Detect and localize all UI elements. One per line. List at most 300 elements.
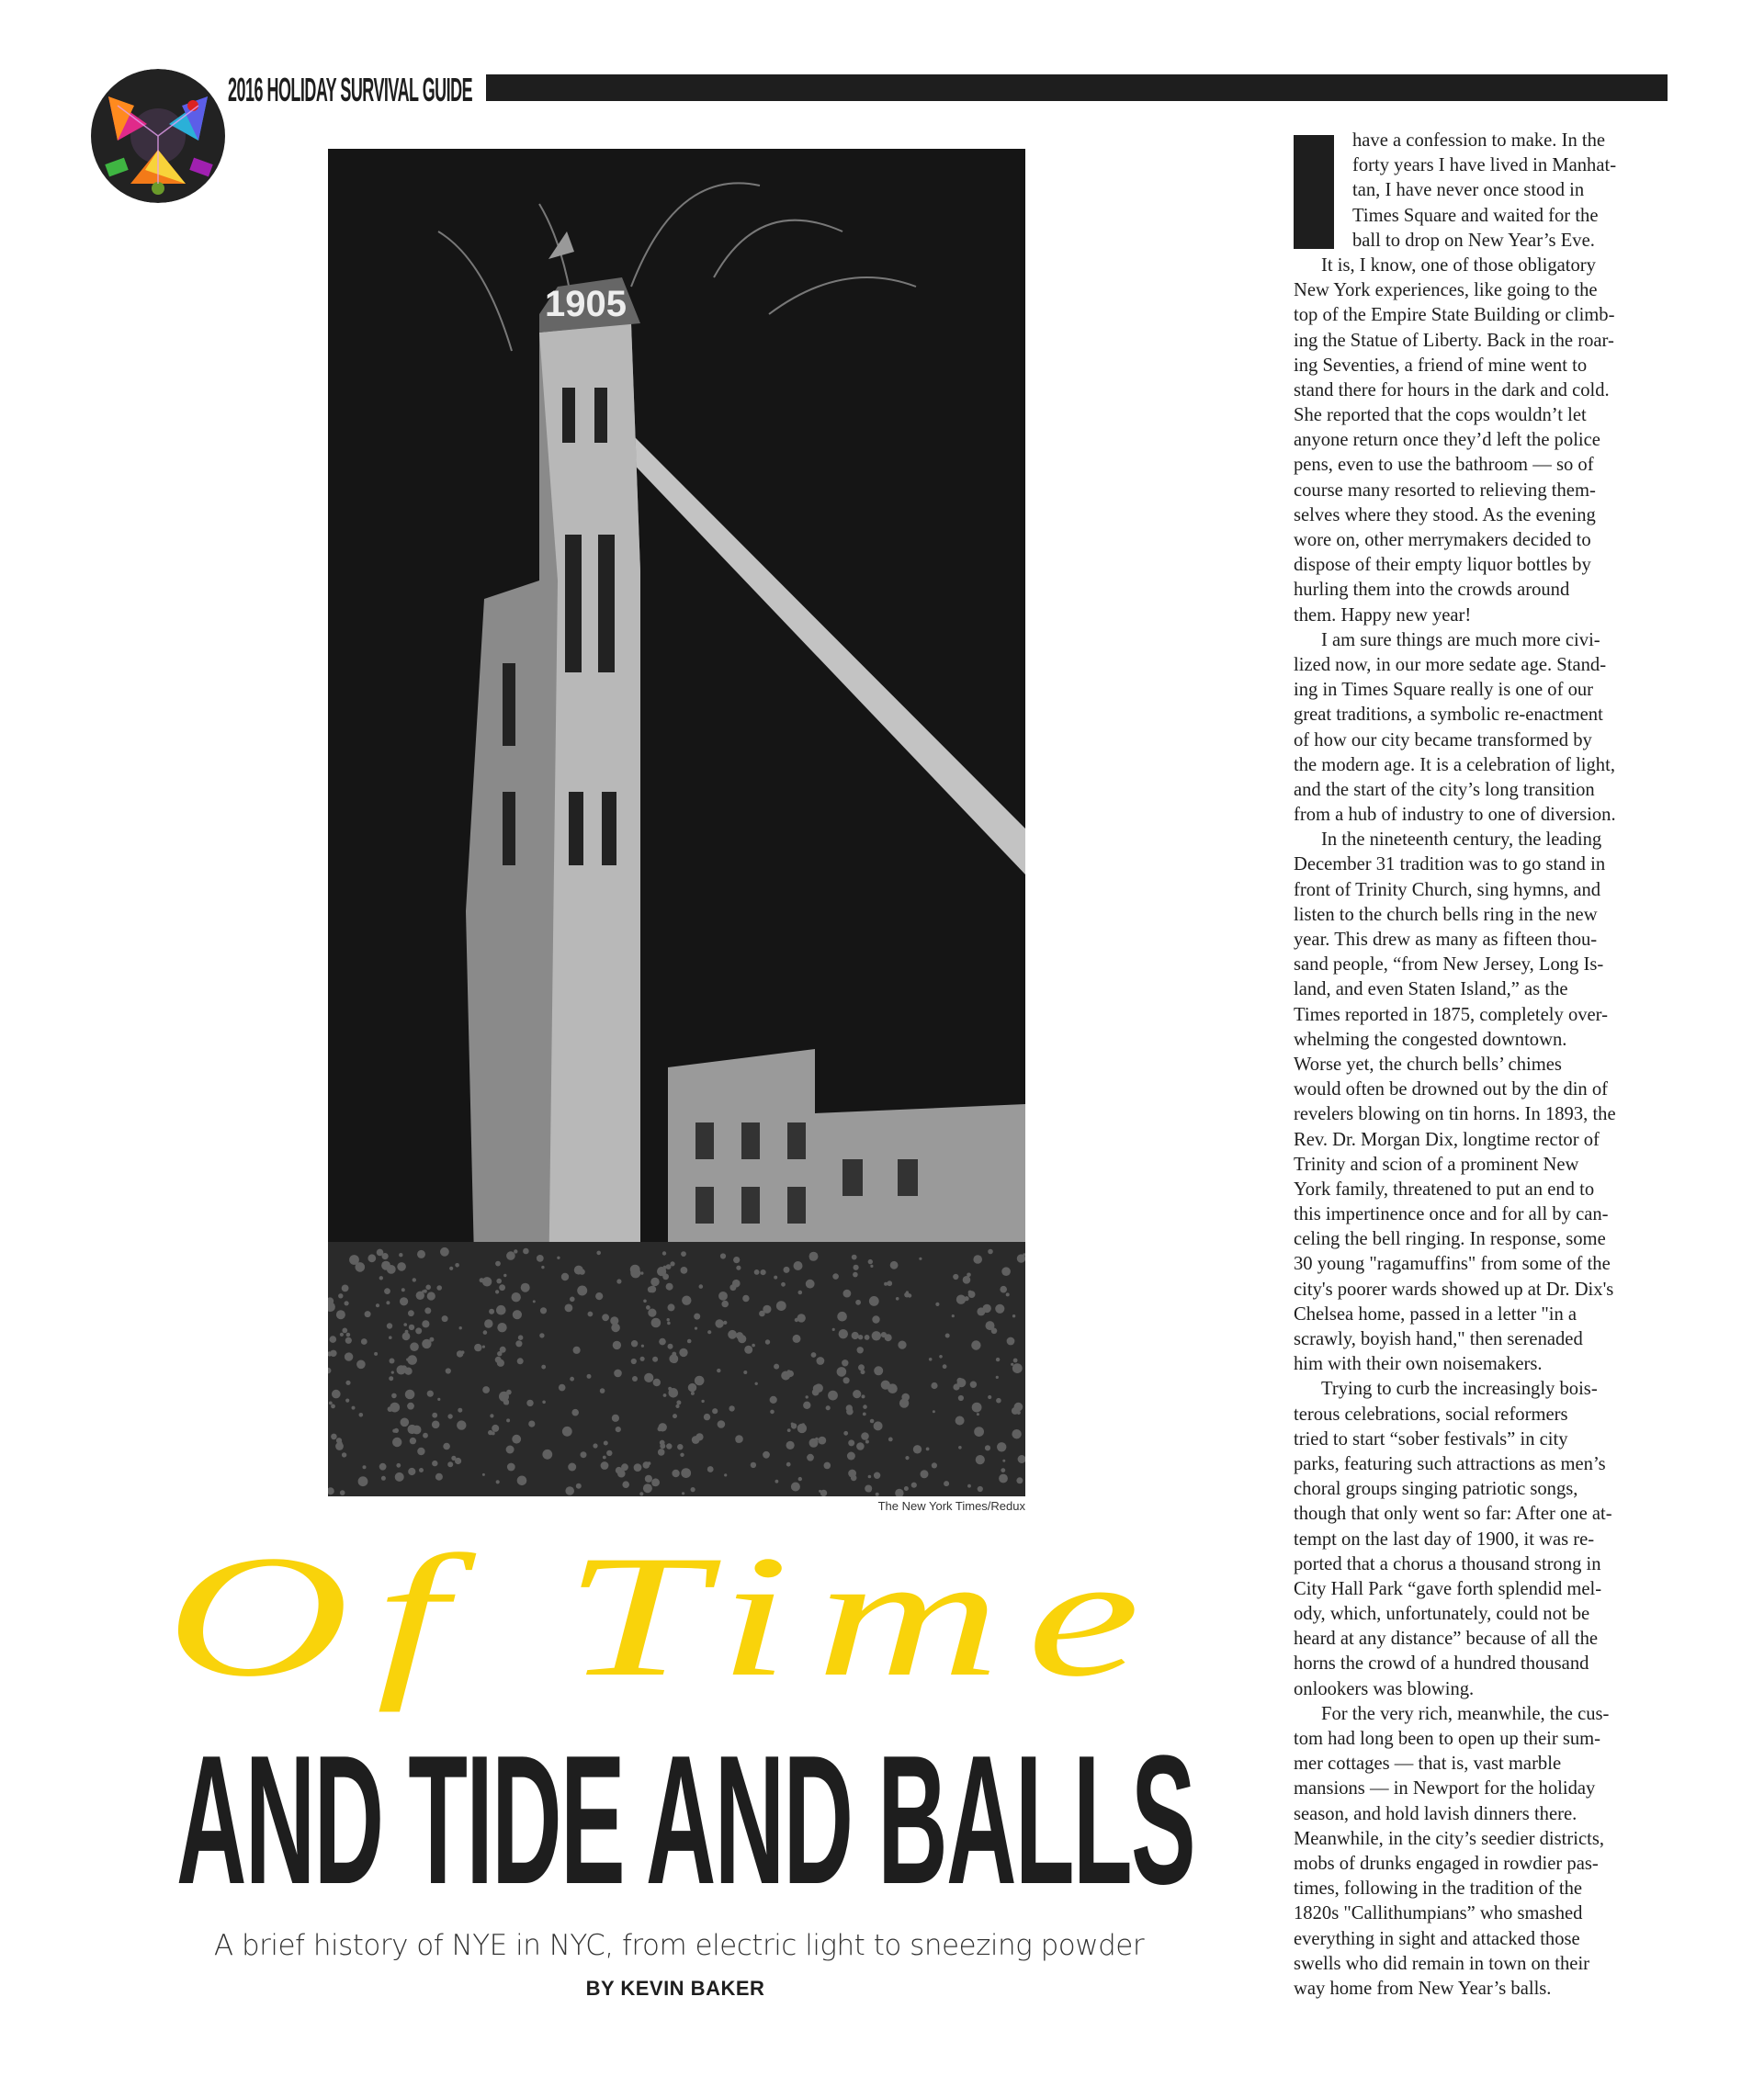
crowd-speck xyxy=(888,1438,893,1442)
crowd-speck xyxy=(489,1309,494,1314)
crowd-speck xyxy=(577,1286,587,1296)
crowd-speck xyxy=(401,1418,410,1427)
article-line: land, and even Staten Island,” as the xyxy=(1294,979,1568,1000)
crowd-speck xyxy=(712,1408,718,1414)
crowd-speck xyxy=(331,1434,337,1440)
crowd-speck xyxy=(968,1291,976,1298)
crowd-speck xyxy=(482,1473,485,1476)
crowd-speck xyxy=(523,1248,529,1255)
crowd-speck xyxy=(485,1323,491,1328)
crowd-speck xyxy=(408,1310,414,1316)
crowd-speck xyxy=(985,1445,990,1450)
crowd-speck xyxy=(1000,1286,1007,1293)
crowd-speck xyxy=(496,1480,500,1483)
crowd-speck xyxy=(828,1391,838,1401)
crowd-speck xyxy=(978,1486,983,1492)
crowd-speck xyxy=(376,1303,379,1307)
crowd-speck xyxy=(458,1408,462,1413)
crowd-speck xyxy=(474,1344,481,1351)
article-line: though that only went so far: After one at- xyxy=(1294,1504,1612,1525)
crowd-speck xyxy=(379,1276,383,1280)
crowd-speck xyxy=(587,1374,592,1379)
crowd-speck xyxy=(408,1468,415,1475)
crowd-speck xyxy=(786,1441,795,1450)
crowd-speck xyxy=(573,1347,581,1354)
article-line: tried to start “sober festivals” in city xyxy=(1294,1428,1568,1450)
crowd-speck xyxy=(413,1278,416,1281)
crowd-speck xyxy=(539,1333,544,1337)
crowd-speck xyxy=(342,1285,349,1292)
crowd-speck xyxy=(863,1404,867,1409)
crowd-speck xyxy=(368,1254,376,1262)
crowd-speck xyxy=(662,1251,666,1255)
crowd-speck xyxy=(729,1405,734,1411)
crowd-speck xyxy=(996,1376,999,1379)
article-line: ing in Times Square really is one of our xyxy=(1294,680,1594,701)
crowd-speck xyxy=(1017,1254,1025,1262)
crowd-speck xyxy=(443,1443,450,1450)
crowd-speck xyxy=(761,1269,766,1275)
crowd-speck xyxy=(672,1470,679,1477)
crowd-speck xyxy=(648,1461,651,1465)
article-line: New York experiences, like going to the xyxy=(1294,280,1598,301)
article-line: hurling them into the crowds around xyxy=(1294,580,1570,601)
crowd-speck xyxy=(446,1368,451,1373)
crowd-speck xyxy=(872,1315,879,1323)
crowd-speck xyxy=(345,1381,350,1385)
article-line: course many resorted to relieving them- xyxy=(1294,479,1596,501)
crowd-speck xyxy=(361,1338,368,1345)
article-paragraph xyxy=(1294,1702,1672,2002)
crowd-speck xyxy=(970,1382,977,1388)
article-line: everything in sight and attacked those xyxy=(1294,1928,1580,1949)
crowd-speck xyxy=(861,1432,869,1440)
crowd-speck xyxy=(720,1253,726,1258)
crowd-speck xyxy=(425,1285,431,1291)
article-line: front of Trinity Church, sing hymns, and xyxy=(1294,879,1601,900)
crowd-speck xyxy=(832,1328,835,1331)
crowd-speck xyxy=(774,1364,779,1370)
article-line: tempt on the last day of 1900, it was re- xyxy=(1294,1529,1595,1550)
crowd-speck xyxy=(427,1391,434,1397)
crowd-speck xyxy=(874,1366,883,1375)
crowd-speck xyxy=(432,1461,437,1466)
crowd-speck xyxy=(658,1449,665,1456)
crowd-speck xyxy=(997,1442,1006,1451)
crowd-speck xyxy=(659,1338,666,1346)
crowd-speck xyxy=(342,1328,347,1334)
crowd-speck xyxy=(595,1292,603,1300)
crowd-speck xyxy=(729,1284,736,1291)
crowd-speck xyxy=(432,1413,437,1418)
crowd-speck xyxy=(395,1472,404,1482)
crowd-speck xyxy=(497,1323,506,1332)
crowd-speck xyxy=(695,1376,705,1386)
crowd-speck xyxy=(1007,1337,1015,1346)
article-line: stand there for hours in the dark and cold. xyxy=(1294,379,1610,400)
crowd-speck xyxy=(384,1288,390,1294)
crowd-speck xyxy=(1001,1468,1005,1472)
subheadline: A brief history of NYE in NYC, from electric light to sneezing powder xyxy=(213,1929,1145,1962)
article-line: season, and hold lavish dinners there. xyxy=(1294,1803,1577,1824)
crowd-speck xyxy=(571,1409,579,1416)
crowd-speck xyxy=(666,1264,672,1269)
crowd-speck xyxy=(670,1261,674,1266)
crowd-speck xyxy=(440,1247,449,1257)
crowd-speck xyxy=(507,1463,515,1472)
article-line: parks, featuring such attractions as men’s xyxy=(1294,1453,1606,1474)
crowd-speck xyxy=(958,1446,962,1450)
crowd-speck xyxy=(957,1378,967,1387)
crowd-speck xyxy=(701,1400,704,1403)
crowd-speck xyxy=(601,1461,609,1470)
crowd-speck xyxy=(391,1371,394,1374)
crowd-speck xyxy=(512,1435,521,1444)
crowd-speck xyxy=(496,1279,502,1284)
crowd-speck xyxy=(492,1425,499,1432)
crowd-speck xyxy=(652,1481,658,1486)
crowd-speck xyxy=(839,1329,848,1338)
crowd-speck xyxy=(403,1323,407,1326)
crowd-speck xyxy=(854,1265,859,1270)
crowd-speck xyxy=(503,1274,506,1277)
crowd-speck xyxy=(570,1297,575,1303)
crowd-speck xyxy=(359,1413,364,1417)
article-line: lized now, in our more sedate age. Stand- xyxy=(1294,654,1607,675)
crowd-speck xyxy=(744,1346,752,1354)
crowd-speck xyxy=(394,1428,399,1433)
article-line: ing the Statue of Liberty. Back in the roar- xyxy=(1294,330,1614,351)
crowd-speck xyxy=(651,1318,662,1328)
article-line: of how our city became transformed by xyxy=(1294,729,1592,750)
article-line: dispose of their empty liquor bottles by xyxy=(1294,555,1591,576)
crowd-speck xyxy=(649,1286,656,1293)
crowd-speck xyxy=(634,1463,642,1472)
crowd-speck xyxy=(935,1303,939,1306)
article-line: forty years I have lived in Manhat- xyxy=(1352,155,1617,176)
crowd-speck xyxy=(699,1284,704,1289)
crowd-speck xyxy=(781,1371,790,1381)
crowd-speck xyxy=(848,1439,854,1446)
crowd-speck xyxy=(676,1400,681,1404)
crowd-speck xyxy=(388,1406,393,1412)
crowd-speck xyxy=(763,1451,770,1459)
crowd-speck xyxy=(809,1438,819,1448)
crowd-speck xyxy=(963,1276,971,1284)
crowd-speck xyxy=(776,1301,786,1311)
article-line: ing Seventies, a friend of mine went to xyxy=(1294,355,1588,376)
crowd-speck xyxy=(811,1352,817,1358)
crowd-speck xyxy=(680,1453,684,1457)
crowd-speck xyxy=(643,1300,647,1303)
cocktail-logo-icon xyxy=(90,69,226,203)
crowd-speck xyxy=(904,1486,909,1491)
crowd-speck xyxy=(787,1428,791,1432)
article-line: horns the crowd of a hundred thousand xyxy=(1294,1653,1589,1675)
crowd-speck xyxy=(632,1376,638,1382)
article-line: Trinity and scion of a prominent New xyxy=(1294,1154,1579,1175)
article-line: whelming the congested downtown. xyxy=(1294,1029,1567,1050)
crowd-speck xyxy=(613,1341,621,1349)
crowd-speck xyxy=(995,1304,1004,1314)
crowd-speck xyxy=(643,1483,652,1493)
crowd-speck xyxy=(579,1269,584,1274)
article-line: him with their own noisemakers. xyxy=(1294,1354,1543,1375)
crowd-speck xyxy=(537,1255,544,1262)
crowd-speck xyxy=(406,1359,409,1361)
crowd-speck xyxy=(612,1415,619,1422)
crowd-speck xyxy=(515,1340,522,1347)
crowd-speck xyxy=(600,1388,605,1393)
crowd-speck xyxy=(435,1473,443,1481)
crowd-speck xyxy=(913,1445,922,1453)
crowd-speck xyxy=(449,1267,453,1270)
crowd-speck xyxy=(890,1261,899,1269)
crowd-speck xyxy=(681,1267,688,1274)
crowd-speck xyxy=(416,1292,424,1300)
crowd-speck xyxy=(374,1352,378,1356)
crowd-speck xyxy=(855,1300,861,1305)
crowd-speck xyxy=(1012,1314,1015,1317)
crowd-speck xyxy=(387,1265,396,1274)
crowd-speck xyxy=(646,1305,650,1310)
crowd-speck xyxy=(1011,1363,1013,1366)
crowd-speck xyxy=(956,1295,966,1304)
article-line: this impertinence once and for all by can- xyxy=(1294,1204,1609,1225)
crowd-speck xyxy=(809,1255,816,1261)
crowd-speck xyxy=(389,1336,392,1339)
crowd-speck xyxy=(881,1381,890,1390)
crowd-speck xyxy=(677,1444,683,1450)
crowd-speck xyxy=(837,1312,847,1322)
crowd-speck xyxy=(482,1346,485,1348)
crowd-speck xyxy=(953,1274,958,1280)
article-line: She reported that the cops wouldn’t let xyxy=(1294,405,1587,426)
crowd-speck xyxy=(945,1334,950,1338)
crowd-speck xyxy=(653,1379,661,1386)
crowd-speck xyxy=(358,1476,368,1486)
crowd-speck xyxy=(423,1433,428,1438)
article-line: tom had long been to open up their sum- xyxy=(1294,1729,1601,1749)
crowd-speck xyxy=(738,1335,746,1343)
crowd-speck xyxy=(896,1297,899,1301)
crowd-speck xyxy=(497,1359,504,1367)
crowd-speck xyxy=(715,1319,723,1327)
crowd-speck xyxy=(932,1462,937,1468)
article-line: wore on, other merrymakers decided to xyxy=(1294,530,1591,550)
crowd-speck xyxy=(774,1276,777,1280)
crowd-speck xyxy=(512,1292,521,1302)
article-line: onlookers was blowing. xyxy=(1294,1678,1475,1699)
crowd-speck xyxy=(668,1344,673,1349)
crowd-speck xyxy=(389,1376,393,1381)
crowd-speck xyxy=(976,1455,985,1464)
crowd-speck xyxy=(931,1382,937,1389)
section-rule xyxy=(486,74,1668,101)
crowd-speck xyxy=(868,1259,873,1264)
crowd-speck xyxy=(650,1278,659,1286)
crowd-speck xyxy=(521,1283,530,1292)
crowd-speck xyxy=(675,1404,679,1408)
crowd-speck xyxy=(728,1330,737,1339)
crowd-speck xyxy=(417,1448,424,1455)
article-line: them. Happy new year! xyxy=(1294,604,1472,626)
crowd-speck xyxy=(687,1339,692,1344)
crowd-speck xyxy=(751,1462,756,1468)
article-line: 30 young "ragamuffins" from some of the xyxy=(1294,1254,1611,1275)
crowd-speck xyxy=(887,1280,892,1286)
crowd-speck xyxy=(754,1269,760,1275)
crowd-speck xyxy=(1012,1429,1021,1438)
crowd-speck xyxy=(604,1441,608,1446)
article-line: choral groups singing patriotic songs, xyxy=(1294,1479,1578,1500)
article-line: City Hall Park “gave forth splendid mel- xyxy=(1294,1578,1602,1599)
crowd-speck xyxy=(517,1476,527,1486)
crowd-speck xyxy=(346,1333,351,1337)
crowd-speck xyxy=(1012,1407,1019,1415)
article-line: selves where they stood. As the evening xyxy=(1294,504,1596,525)
article-body xyxy=(1294,129,1672,2002)
crowd-speck xyxy=(868,1475,872,1479)
crowd-speck xyxy=(967,1484,971,1488)
crowd-speck xyxy=(329,1402,333,1405)
crowd-speck xyxy=(717,1369,720,1372)
article-line: Worse yet, the church bells’ chimes xyxy=(1294,1054,1562,1075)
crowd-speck xyxy=(396,1463,401,1468)
crowd-speck xyxy=(602,1314,609,1321)
crowd-speck xyxy=(386,1301,390,1304)
article-line: Meanwhile, in the city’s seedier districts, xyxy=(1294,1828,1604,1849)
crowd-speck xyxy=(409,1325,414,1330)
crowd-speck xyxy=(432,1421,440,1429)
crowd-speck xyxy=(755,1382,758,1385)
crowd-speck xyxy=(870,1265,873,1268)
article-line: mer cottages — that is, vast marble xyxy=(1294,1754,1562,1775)
crowd-speck xyxy=(682,1492,684,1495)
crowd-speck xyxy=(506,1418,510,1422)
crowd-speck xyxy=(401,1288,405,1292)
crowd-speck xyxy=(695,1327,697,1330)
crowd-speck xyxy=(576,1483,582,1489)
article-line: listen to the church bells ring in the new xyxy=(1294,904,1598,925)
crowd-speck xyxy=(688,1383,696,1392)
crowd-speck xyxy=(791,1483,800,1492)
article-line: from a hub of industry to one of diversion. xyxy=(1294,805,1616,826)
crowd-speck xyxy=(704,1414,710,1420)
article-line: mansions — in Newport for the holiday xyxy=(1294,1778,1596,1799)
crowd-speck xyxy=(996,1358,1000,1361)
crowd-speck xyxy=(899,1398,909,1407)
crowd-speck xyxy=(872,1331,881,1340)
crowd-speck xyxy=(581,1451,587,1458)
crowd-speck xyxy=(691,1487,695,1492)
article-line: ball to drop on New Year’s Eve. xyxy=(1352,230,1595,251)
crowd-speck xyxy=(419,1468,424,1472)
crowd-speck xyxy=(956,1416,965,1426)
crowd-speck xyxy=(557,1257,560,1259)
section-label: 2016 HOLIDAY SURVIVAL GUIDE xyxy=(228,71,473,108)
crowd-speck xyxy=(528,1421,535,1427)
crowd-speck xyxy=(876,1493,879,1496)
crowd-speck xyxy=(824,1462,831,1470)
crowd-speck xyxy=(863,1413,866,1416)
crowd-speck xyxy=(672,1357,678,1363)
crowd-speck xyxy=(853,1272,858,1278)
article-paragraph xyxy=(1294,828,1672,1377)
crowd-speck xyxy=(743,1371,747,1374)
crowd-speck xyxy=(718,1420,726,1428)
crowd-speck xyxy=(356,1360,366,1370)
crowd-speck xyxy=(614,1370,622,1378)
crowd-speck xyxy=(641,1345,644,1348)
crowd-speck xyxy=(338,1293,343,1298)
crowd-speck xyxy=(798,1291,803,1295)
crowd-speck xyxy=(596,1251,601,1256)
crowd-speck xyxy=(514,1249,517,1253)
crowd-speck xyxy=(972,1403,982,1413)
crowd-speck xyxy=(673,1414,677,1418)
article-paragraph xyxy=(1294,129,1672,254)
crowd-speck xyxy=(820,1490,827,1496)
crowd-speck xyxy=(848,1470,856,1478)
crowd-speck xyxy=(874,1421,883,1430)
crowd-speck xyxy=(447,1461,453,1467)
article-line: have a confession to make. In the xyxy=(1352,130,1606,151)
crowd-speck xyxy=(461,1350,465,1354)
crowd-speck xyxy=(631,1340,638,1347)
article-line: great traditions, a symbolic re-enactment xyxy=(1294,705,1603,726)
crowd-speck xyxy=(391,1393,397,1399)
crowd-speck xyxy=(561,1273,569,1280)
crowd-speck xyxy=(869,1296,879,1306)
crowd-speck xyxy=(330,1336,337,1343)
crowd-speck xyxy=(340,1490,345,1495)
crowd-speck xyxy=(390,1359,395,1364)
crowd-speck xyxy=(857,1347,864,1353)
crowd-speck xyxy=(694,1314,700,1320)
crowd-speck xyxy=(973,1255,982,1264)
crowd-speck xyxy=(659,1423,667,1431)
crowd-speck xyxy=(417,1250,425,1258)
crowd-speck xyxy=(562,1427,572,1437)
article-line: It is, I know, one of those obligatory xyxy=(1321,254,1596,276)
crowd-speck xyxy=(736,1438,741,1442)
crowd-speck xyxy=(405,1390,415,1400)
crowd-speck xyxy=(718,1292,728,1301)
article-line: revelers blowing on tin horns. In 1893, the xyxy=(1294,1104,1616,1125)
crowd-speck xyxy=(622,1481,629,1488)
crowd-speck xyxy=(490,1414,493,1417)
crowd-speck xyxy=(797,1424,807,1433)
crowd-speck xyxy=(843,1431,848,1436)
crowd-speck xyxy=(905,1456,909,1460)
article-line: and the start of the city’s long transition xyxy=(1294,779,1595,800)
crowd-speck xyxy=(1001,1267,1011,1276)
crowd-speck xyxy=(424,1290,427,1293)
crowd-speck xyxy=(340,1333,344,1337)
article-paragraph xyxy=(1294,254,1672,628)
crowd-speck xyxy=(971,1340,980,1349)
crowd-speck xyxy=(786,1462,791,1467)
crowd-speck xyxy=(837,1367,847,1377)
crowd-speck xyxy=(852,1332,859,1339)
crowd-speck xyxy=(999,1474,1008,1483)
crowd-speck xyxy=(387,1323,392,1328)
crowd-speck xyxy=(988,1249,993,1255)
crowd-speck xyxy=(858,1364,865,1371)
crowd-speck xyxy=(908,1293,911,1297)
crowd-speck xyxy=(565,1486,574,1495)
